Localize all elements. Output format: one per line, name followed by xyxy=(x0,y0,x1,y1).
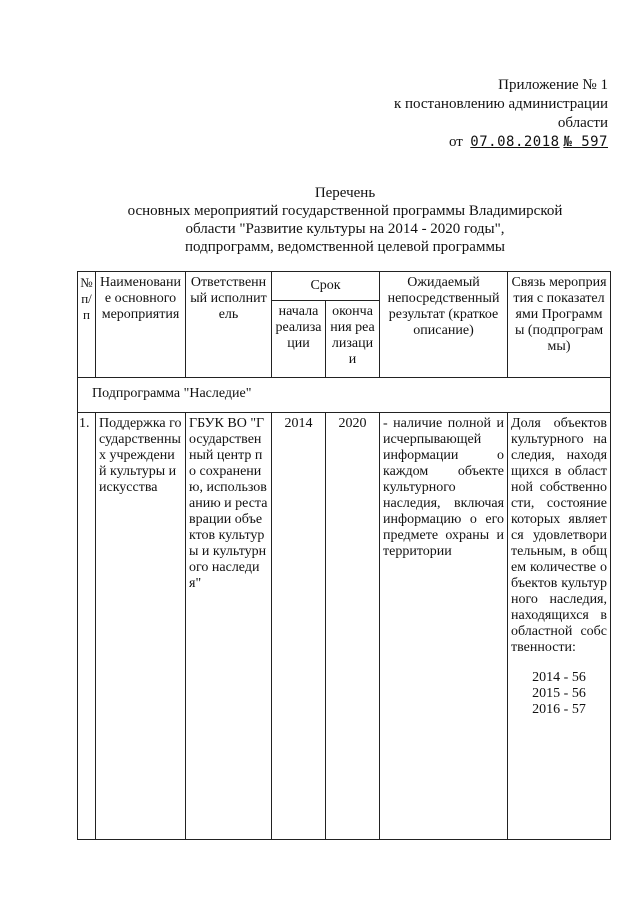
row-executor: ГБУК ВО "Государственный центр по сохранению, использованию и реставрации объектов культуры и культурного наследия" xyxy=(186,413,272,840)
section-row xyxy=(78,378,611,413)
table-row xyxy=(78,413,611,840)
title-line-1: Перечень xyxy=(314,185,376,201)
appendix-subtitle: к постановлению администрации xyxy=(393,96,608,112)
header-name: Наименование основного мероприятия xyxy=(96,272,186,378)
row-name: Поддержка государственных учреждений культуры и искусства xyxy=(96,413,186,840)
header-num: № п/п xyxy=(78,272,96,378)
title-line-3: области "Развитие культуры на 2014 - 2020 годы", xyxy=(185,221,505,237)
title-line-2: основных мероприятий государственной программы Владимирской xyxy=(127,203,563,219)
year-value-2015: 2015 - 56 xyxy=(532,686,586,701)
year-value-2014: 2014 - 56 xyxy=(532,670,586,685)
header-link: Связь мероприятия с показателями Программы (подпрограммы) xyxy=(508,272,611,378)
appendix-title: Приложение № 1 xyxy=(498,77,608,93)
appendix-date-line xyxy=(348,133,608,152)
header-term: Срок xyxy=(272,272,380,301)
document-title xyxy=(80,184,610,256)
row-num: 1. xyxy=(78,413,96,840)
appendix-header xyxy=(348,76,608,152)
year-value-2016: 2016 - 57 xyxy=(532,702,586,717)
header-result: Ожидаемый непосредственный результат (краткое описание) xyxy=(380,272,508,378)
section-title: Подпрограмма "Наследие" xyxy=(78,378,611,413)
row-link xyxy=(508,413,611,840)
header-term-start: начала реализации xyxy=(272,301,326,378)
row-link-years xyxy=(511,670,607,718)
decree-number: № 597 xyxy=(563,134,608,150)
row-start: 2014 xyxy=(272,413,326,840)
from-label: от xyxy=(448,134,463,150)
title-line-4: подпрограмм, ведомственной целевой программы xyxy=(184,239,506,255)
header-row-1 xyxy=(78,272,611,301)
appendix-region: области xyxy=(557,115,608,131)
row-end: 2020 xyxy=(326,413,380,840)
header-executor: Ответственный исполнитель xyxy=(186,272,272,378)
decree-date: 07.08.2018 xyxy=(470,134,560,150)
activities-table xyxy=(77,271,611,840)
header-term-end: окончания реализации xyxy=(326,301,380,378)
row-link-text: Доля объектов культурного наследия, находящихся в областной собственности, состояние которых является удовлетворительным, в общем количестве объектов культурного наследия, находящихся в областной собственности: xyxy=(511,416,608,655)
row-result: - наличие полной и исчерпывающей информации о каждом объекте культурного наследия, включая информацию о его предмете охраны и территории xyxy=(380,413,508,840)
